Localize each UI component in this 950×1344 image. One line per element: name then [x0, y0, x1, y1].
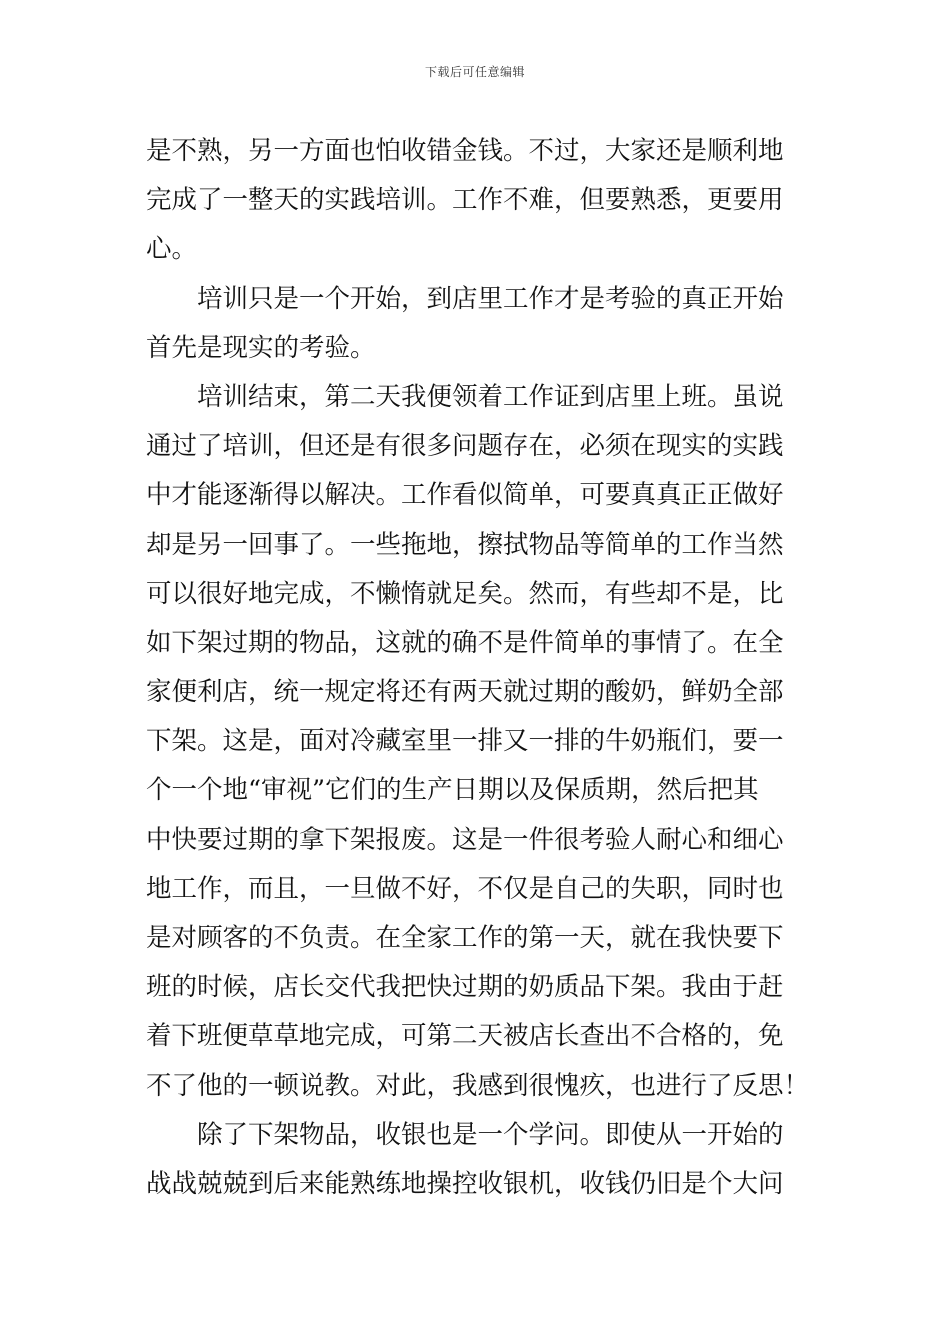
paragraph-2	[146, 275, 806, 373]
text-line: 培训结束，第二天我便领着工作证到店里上班。虽说	[197, 381, 784, 412]
text-line: 培训只是一个开始，到店里工作才是考验的真正开始	[197, 283, 784, 314]
text-line: 下架。这是，面对冷藏室里一排又一排的牛奶瓶们，要一	[146, 726, 784, 757]
text-line: 班的时候，店长交代我把快过期的奶质品下架。我由于赶	[146, 972, 784, 1003]
text-line: 是不熟，另一方面也怕收错金钱。不过，大家还是顺利地	[146, 136, 784, 166]
paragraph-4	[146, 1111, 806, 1209]
text-line: 战战兢兢到后来能熟练地操控收银机，收钱仍旧是个大问	[146, 1168, 784, 1199]
text-line: 首先是现实的考验。	[146, 332, 376, 363]
document-body	[146, 127, 810, 1209]
paragraph-3	[146, 373, 810, 1111]
text-line: 可以很好地完成，不懒惰就足矣。然而，有些却不是，比	[146, 578, 784, 609]
text-line: 是对顾客的不负责。在全家工作的第一天，就在我快要下	[146, 923, 784, 953]
text-line: 个一个地“审视”它们的生产日期以及保质期，然后把其	[146, 775, 759, 806]
text-line: 心。	[146, 234, 198, 265]
text-line: 如下架过期的物品，这就的确不是件简单的事情了。在全	[146, 627, 784, 658]
text-line: 家便利店，统一规定将还有两天就过期的酸奶，鲜奶全部	[146, 677, 784, 708]
text-line: 不了他的一顿说教。对此，我感到很愧疚，也进行了反思！	[146, 1070, 810, 1101]
text-line: 完成了一整天的实践培训。工作不难，但要熟悉，更要用	[146, 185, 784, 216]
text-line: 通过了培训，但还是有很多问题存在，必须在现实的实践	[146, 431, 784, 462]
text-line: 着下班便草草地完成，可第二天被店长查出不合格的，免	[146, 1021, 784, 1052]
text-line: 中才能逐渐得以解决。工作看似简单，可要真真正正做好	[146, 480, 784, 511]
paragraph-1	[146, 127, 806, 275]
text-line: 除了下架物品，收银也是一个学问。即使从一开始的	[197, 1119, 784, 1150]
text-line: 中快要过期的拿下架报废。这是一件很考验人耐心和细心	[146, 824, 784, 855]
page-header-note: 下载后可任意编辑	[424, 65, 525, 79]
text-line: 却是另一回事了。一些拖地，擦拭物品等简单的工作当然	[146, 529, 784, 560]
text-line: 地工作，而且，一旦做不好，不仅是自己的失职，同时也	[146, 873, 784, 904]
